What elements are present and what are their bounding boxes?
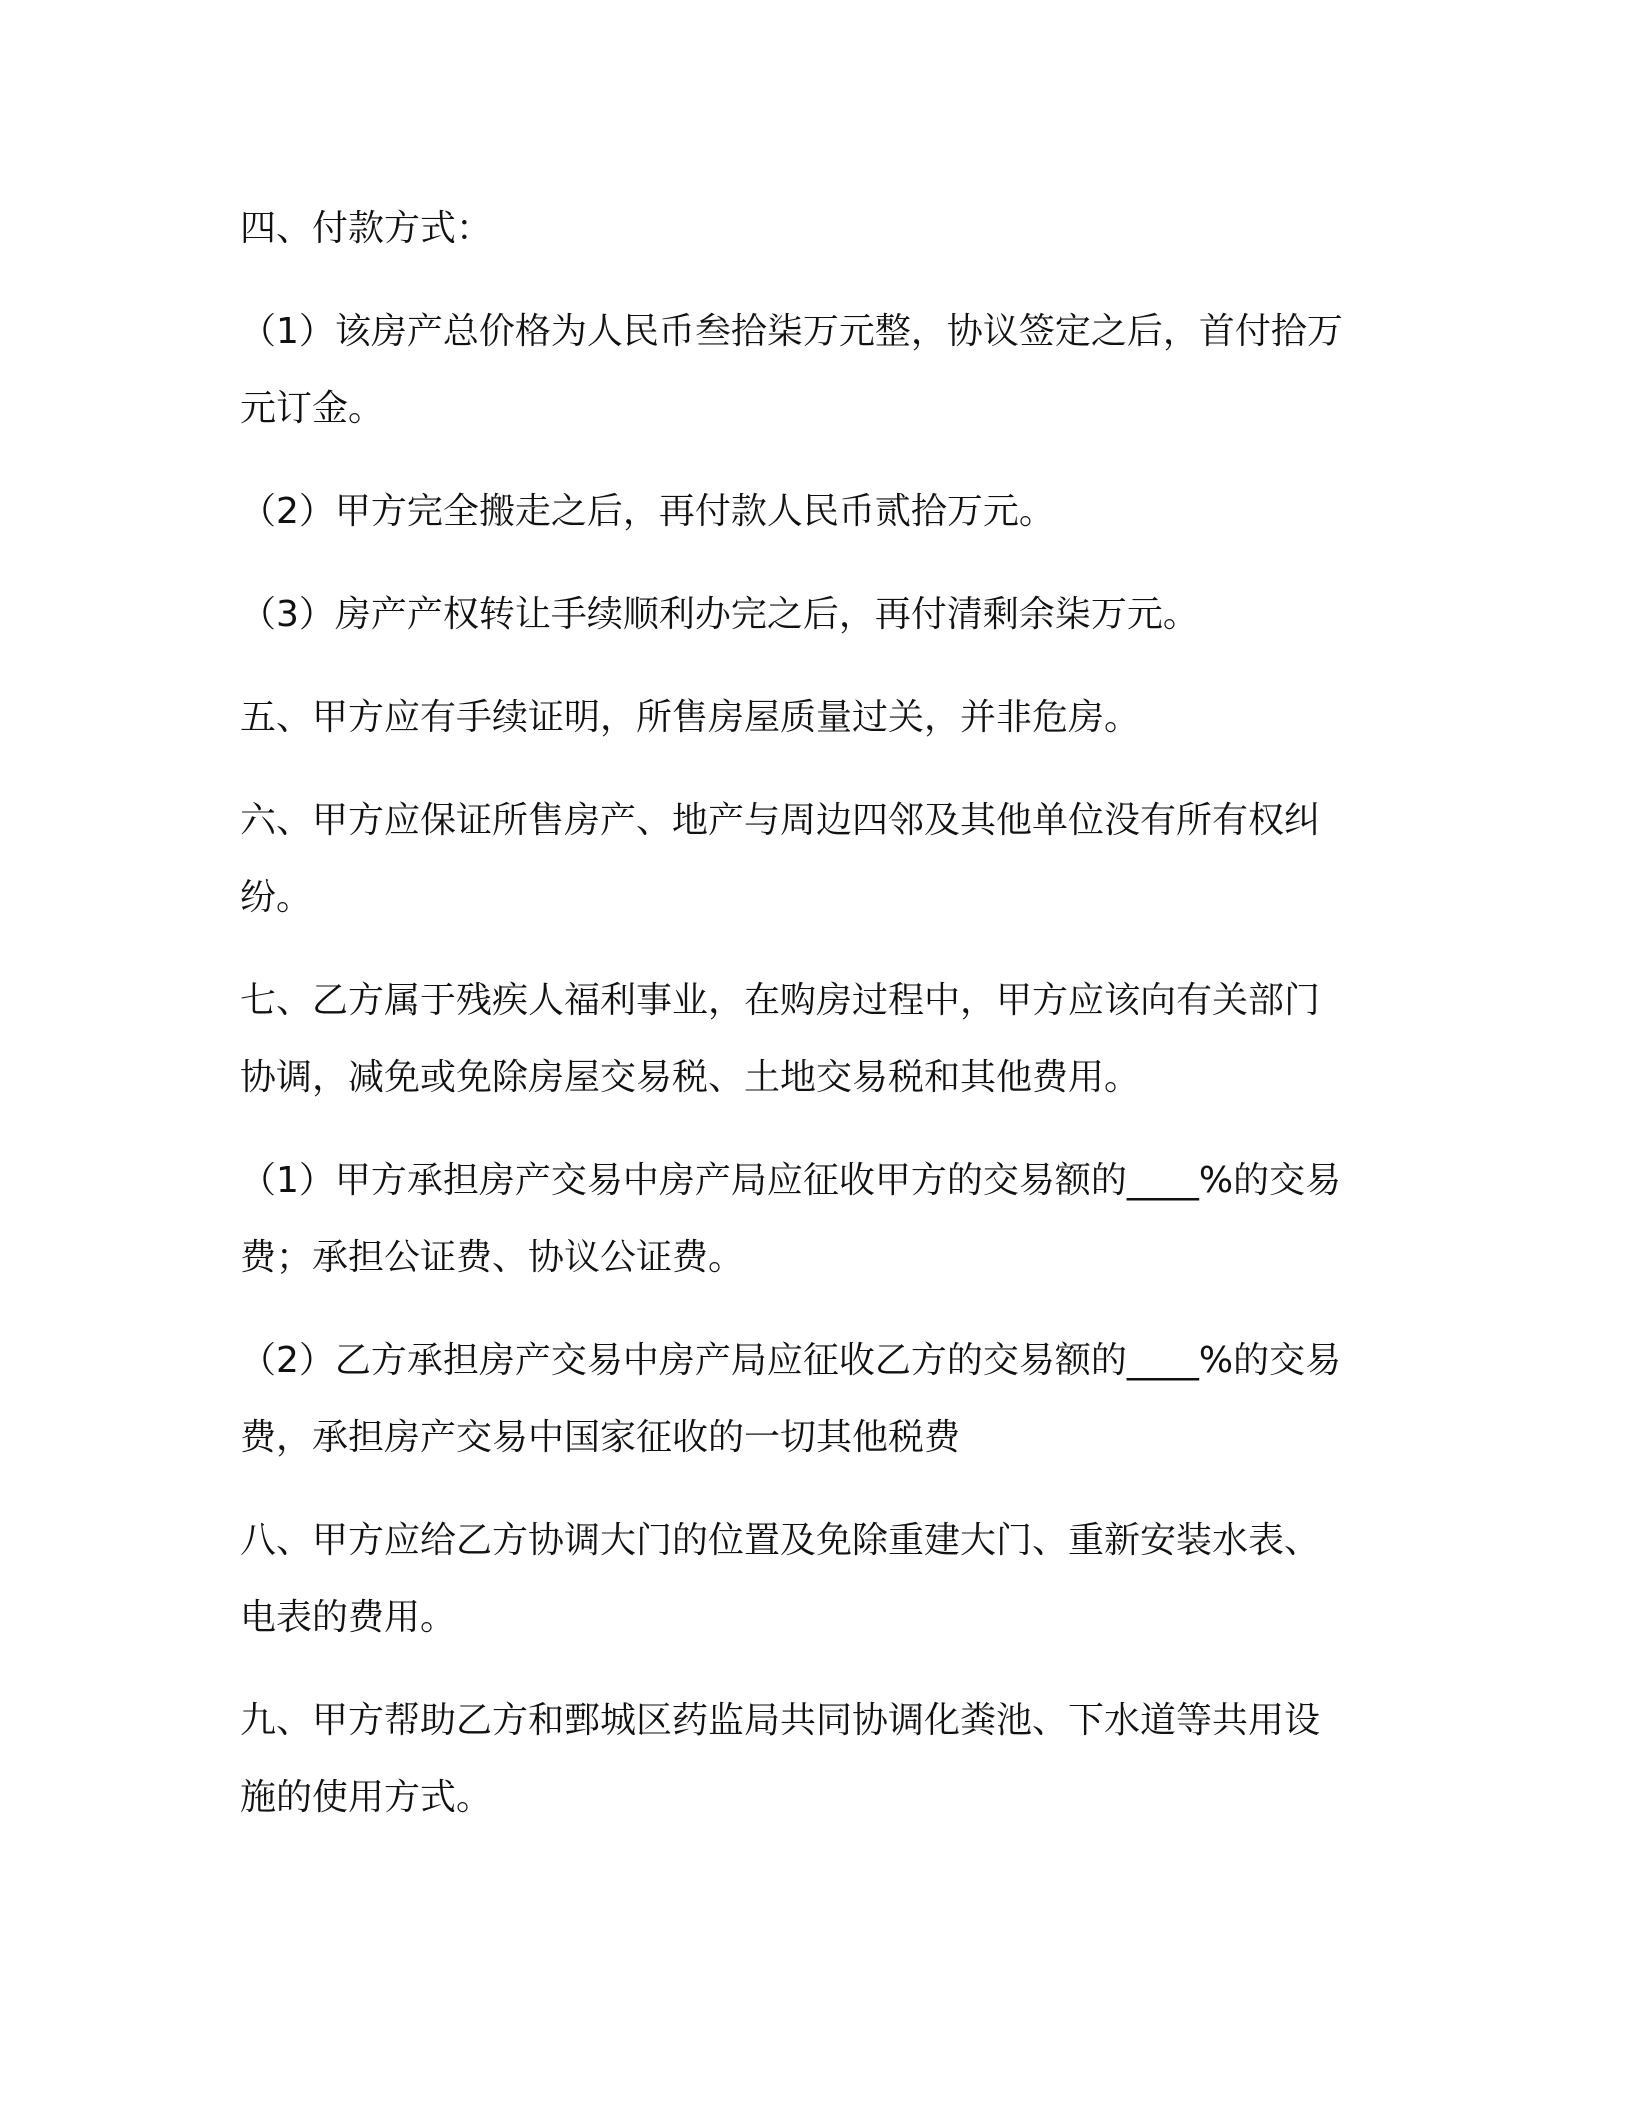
text-line: 元订金。 bbox=[240, 388, 385, 429]
text-line: 纷。 bbox=[240, 877, 313, 918]
payment-item-1 bbox=[240, 293, 1390, 473]
clause-6 bbox=[240, 782, 1390, 962]
text-line: （2）乙方承担房产交易中房产局应征收乙方的交易额的____%的交易 bbox=[240, 1340, 1342, 1381]
text-line: （1）该房产总价格为人民币叁拾柒万元整，协议签定之后，首付拾万 bbox=[240, 311, 1343, 352]
clause-8 bbox=[240, 1502, 1390, 1682]
text-line: 七、乙方属于残疾人福利事业，在购房过程中，甲方应该向有关部门 bbox=[240, 980, 1321, 1021]
text-line: 施的使用方式。 bbox=[240, 1777, 493, 1818]
payment-item-2 bbox=[240, 473, 1390, 576]
payment-item-3 bbox=[240, 576, 1390, 679]
clause-5 bbox=[240, 679, 1390, 782]
text-line: 费；承担公证费、协议公证费。 bbox=[240, 1237, 745, 1278]
document-body bbox=[240, 190, 1390, 1862]
text-line: 五、甲方应有手续证明，所售房屋质量过关，并非危房。 bbox=[240, 697, 1141, 738]
text-line: 电表的费用。 bbox=[240, 1597, 457, 1638]
text-line: 四、付款方式： bbox=[240, 208, 493, 249]
text-line: 六、甲方应保证所售房产、地产与周边四邻及其他单位没有所有权纠 bbox=[240, 800, 1321, 841]
clause-7 bbox=[240, 962, 1390, 1142]
text-line: 九、甲方帮助乙方和鄄城区药监局共同协调化粪池、下水道等共用设 bbox=[240, 1700, 1321, 1741]
text-line: （1）甲方承担房产交易中房产局应征收甲方的交易额的____%的交易 bbox=[240, 1160, 1342, 1201]
text-line: 费，承担房产交易中国家征收的一切其他税费 bbox=[240, 1417, 961, 1458]
section-heading-payment bbox=[240, 190, 1390, 293]
text-line: （2）甲方完全搬走之后，再付款人民币贰拾万元。 bbox=[240, 491, 1055, 532]
clause-7-item-1 bbox=[240, 1142, 1390, 1322]
text-line: （3）房产产权转让手续顺利办完之后，再付清剩余柒万元。 bbox=[240, 594, 1199, 635]
clause-9 bbox=[240, 1682, 1390, 1862]
text-line: 八、甲方应给乙方协调大门的位置及免除重建大门、重新安装水表、 bbox=[240, 1520, 1321, 1561]
text-line: 协调，减免或免除房屋交易税、土地交易税和其他费用。 bbox=[240, 1057, 1141, 1098]
clause-7-item-2 bbox=[240, 1322, 1390, 1502]
